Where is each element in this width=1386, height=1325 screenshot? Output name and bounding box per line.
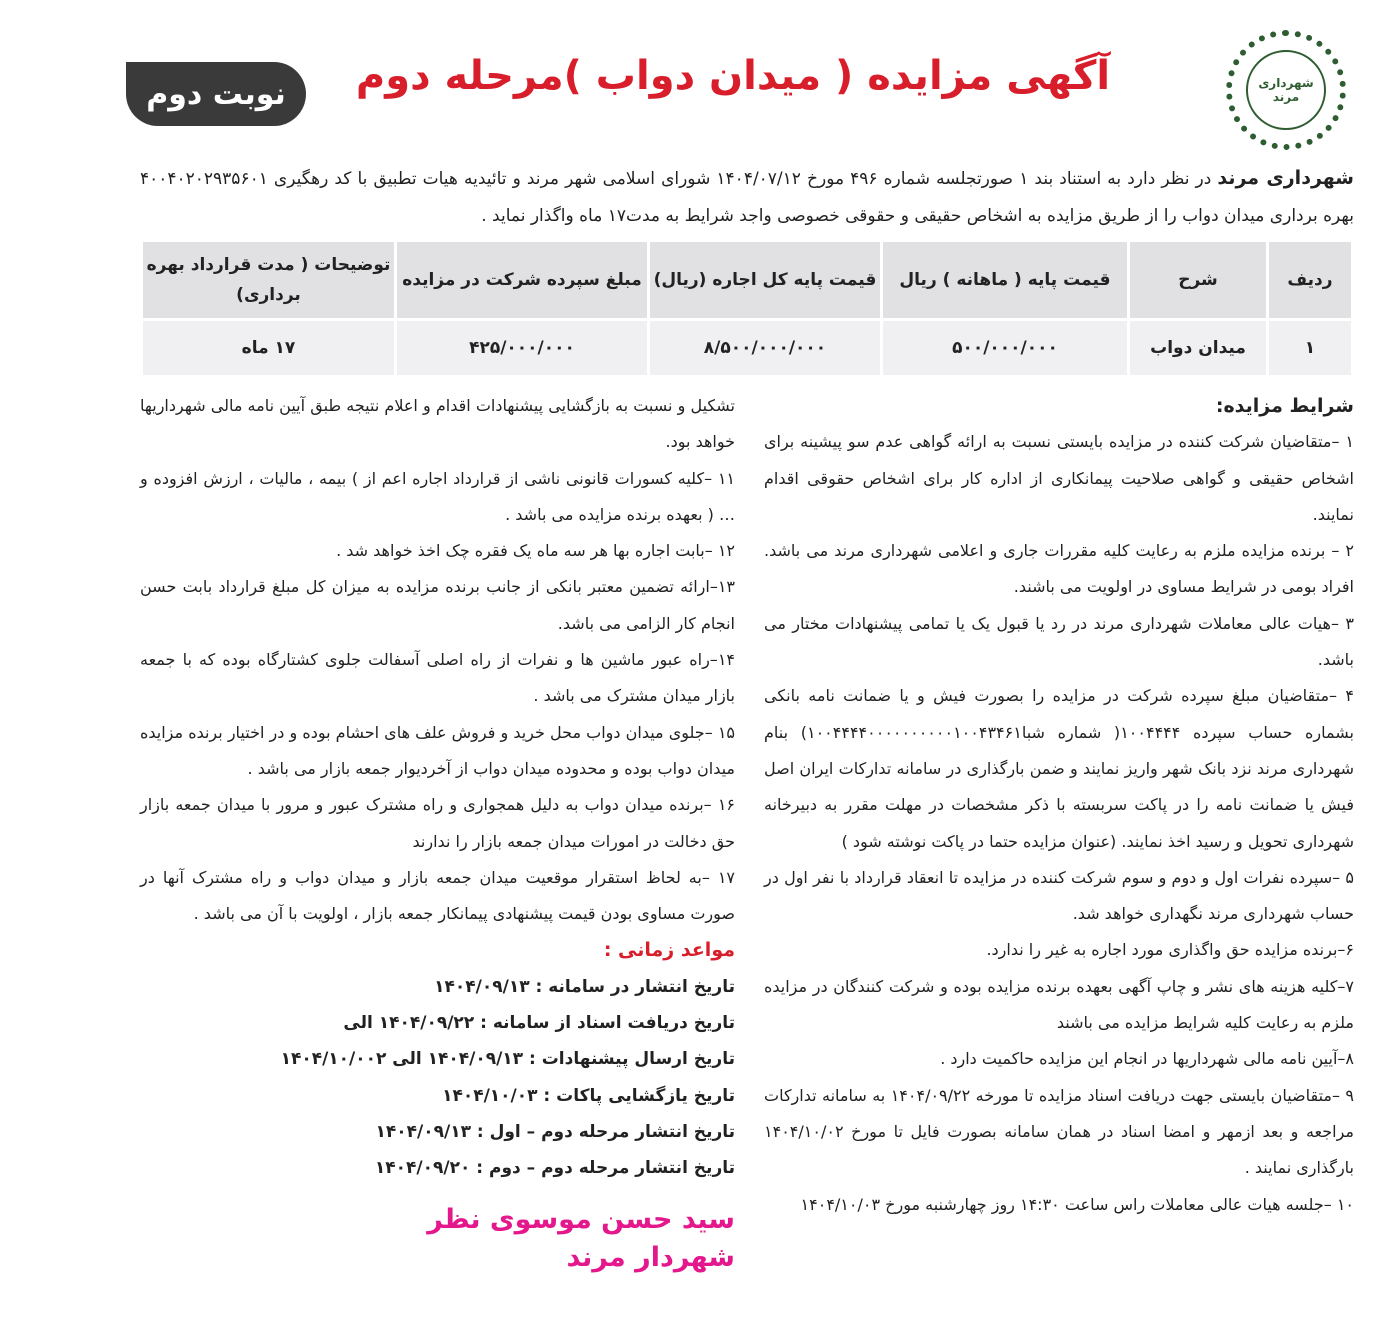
municipality-logo — [1226, 30, 1346, 150]
schedule-item: تاریخ دریافت اسناد از سامانه : ۱۴۰۴/۰۹/۲۲ الی — [343, 1013, 735, 1034]
conditions-right-column — [764, 388, 1354, 1223]
intro-text: در نظر دارد به استناد بند ۱ صورتجلسه شماره ۴۹۶ مورخ ۱۴۰۴/۰۷/۱۲ شورای اسلامی شهر مرند و تائیدیه هیات تطبیق با کد رهگیری ۴۰۰۴۰۲۰۲۹۳۵۶۰۱ بهره برداری میدان دواب را از طریق مزایده به اشخاص حقیقی و حقوقی خصوصی واجد شرایط به مدت۱۷ ماه واگذار نماید . — [140, 169, 1354, 226]
intro-paragraph — [140, 160, 1354, 235]
col-header: قیمت پایه کل اجاره (ریال) — [650, 242, 880, 318]
table-header-row — [143, 242, 1351, 318]
auction-table — [140, 239, 1354, 378]
schedule-item: تاریخ انتشار در سامانه : ۱۴۰۴/۰۹/۱۳ — [434, 976, 735, 997]
conditions-heading: شرایط مزایده: — [1215, 395, 1354, 417]
schedule-heading: مواعد زمانی : — [603, 939, 735, 962]
condition-item: ۸–آیین نامه مالی شهرداریها در انجام این مزایده حاکمیت دارد . — [940, 1049, 1354, 1069]
cell: ۴۲۵/۰۰۰/۰۰۰ — [397, 321, 647, 375]
condition-item: ۱۴–راه عبور ماشین ها و نفرات از راه اصلی آسفالت جلوی کشتارگاه بوده که با جمعه بازار میدان مشترک می باشد . — [140, 650, 735, 706]
cell: ۸/۵۰۰/۰۰۰/۰۰۰ — [650, 321, 880, 375]
header — [0, 0, 1386, 160]
col-header: شرح — [1130, 242, 1266, 318]
condition-item: تشکیل و نسبت به بازگشایی پیشنهادات اقدام و اعلام نتیجه طبق آیین نامه مالی شهرداریها خواهد بود. — [140, 396, 735, 452]
intro-org: شهرداری مرند — [1217, 167, 1354, 189]
schedule-item: تاریخ انتشار مرحله دوم – دوم : ۱۴۰۴/۰۹/۲۰ — [374, 1158, 735, 1179]
cell: ۵۰۰/۰۰۰/۰۰۰ — [883, 321, 1127, 375]
condition-item: ۱۵ –جلوی میدان دواب محل خرید و فروش علف های احشام بوده و در اختیار برنده مزایده میدان دواب بوده و محدوده میدان دواب از آخردیوار جمعه بازار می باشد . — [140, 722, 735, 778]
condition-item: ۱۶ –برنده میدان دواب به دلیل همجواری و راه مشترک عبور و مرور با میدان جمعه بازار حق دخالت در امورات میدان جمعه بازار را ندارند — [140, 795, 735, 851]
cell: ۱۷ ماه — [143, 321, 394, 375]
condition-item: ۴ –متقاضیان مبلغ سپرده شرکت در مزایده را بصورت فیش و یا ضمانت نامه بانکی بشماره حساب سپرده ۱۰۰۴۴۴۴( شماره شبا۱۰۰۴۴۴۴۰۰۰۰۰۰۰۰۰۰۱۰۰۴۳۴۶۱) بنام شهرداری مرند نزد بانک شهر واریز نمایند و ضمن بارگذاری در سامانه تدارکات ایران اصل فیش یا ضمانت نامه را در پاکت سربسته با ذکر مشخصات در مهلت مقرر به دبیرخانه شهرداری تحویل و رسید اخذ نمایند. (عنوان مزایده حتما در پاکت نوشته شود ) — [764, 686, 1355, 851]
schedule-item: تاریخ ارسال پیشنهادات : ۱۴۰۴/۰۹/۱۳ الی ۱۴۰۴/۱۰/۰۰۲ — [280, 1049, 735, 1070]
condition-item: ۷–کلیه هزینه های نشر و چاپ آگهی بعهده برنده مزایده بوده و شرکت کنندگان در مزایده ملزم به رعایت کلیه شرایط مزایده می باشند — [764, 976, 1354, 1033]
logo-text: شهرداری مرند — [1246, 50, 1326, 130]
conditions-columns — [140, 388, 1354, 1277]
condition-item: ۱۷ –به لحاظ استقرار موقعیت میدان جمعه بازار و میدان دواب و راه مشترک آنها در صورت مساوی بودن قیمت پیشنهادی پیمانکار جمعه بازار ، اولویت با آن می باشد . — [140, 867, 735, 924]
condition-item: ۲ – برنده مزایده ملزم به رعایت کلیه مقررات جاری و اعلامی شهرداری مرند می باشد. افراد بومی در شرایط مساوی در اولویت می باشند. — [764, 541, 1354, 597]
condition-item: ۱۰ –جلسه هیات عالی معاملات راس ساعت ۱۴:۳۰ روز چهارشنبه مورخ ۱۴۰۴/۱۰/۰۳ — [800, 1194, 1354, 1214]
round-badge: نوبت دوم — [126, 62, 306, 126]
col-header: توضیحات ( مدت قرارداد بهره برداری) — [143, 242, 394, 318]
schedule-item: تاریخ انتشار مرحله دوم – اول : ۱۴۰۴/۰۹/۱۳ — [375, 1121, 735, 1142]
schedule-item: تاریخ یازگشایی پاکات : ۱۴۰۴/۱۰/۰۳ — [442, 1085, 735, 1106]
col-header: ردیف — [1269, 242, 1351, 318]
col-header: قیمت پایه ( ماهانه ) ریال — [883, 242, 1127, 318]
signature — [140, 1201, 735, 1277]
conditions-left-column — [140, 388, 735, 1277]
condition-item: ۳ –هیات عالی معاملات شهرداری مرند در رد یا قبول یک یا تمامی پیشنهادات مختار می باشد. — [764, 613, 1354, 670]
condition-item: ۵ –سپرده نفرات اول و دوم و سوم شرکت کننده در مزایده تا انعقاد قرارداد با نفر اول در حساب شهرداری مرند نگهداری خواهد شد. — [764, 867, 1354, 924]
cell: میدان دواب — [1130, 321, 1266, 375]
condition-item: ۱۲ –بابت اجاره بها هر سه ماه یک فقره چک اخذ خواهد شد . — [336, 541, 735, 561]
content — [140, 160, 1354, 1277]
table-row — [143, 321, 1351, 375]
condition-item: ۱۳–ارائه تضمین معتبر بانکی از جانب برنده مزایده به میزان کل مبلغ قرارداد بابت حسن انجام کار الزامی می باشد. — [140, 577, 735, 633]
cell: ۱ — [1269, 321, 1351, 375]
signatory-role: شهردار مرند — [566, 1241, 735, 1273]
condition-item: ۱ –متقاضیان شرکت کننده در مزایده بایستی نسبت به ارائه گواهی عدم سو پیشینه برای اشخاص حقیقی و گواهی صلاحیت پیمانکاری از اداره کار برای اشخاص حقوقی اقدام نمایند. — [764, 432, 1354, 524]
page-title: آگهی مزایده ( میدان دواب )مرحله دوم — [355, 53, 1111, 99]
signatory-name: سید حسن موسوی نظر — [427, 1203, 735, 1235]
condition-item: ۶–برنده مزایده حق واگذاری مورد اجاره به غیر را ندارد. — [986, 940, 1354, 960]
condition-item: ۹ –متقاضیان بایستی جهت دریافت اسناد مزایده تا مورخه ۱۴۰۴/۰۹/۲۲ به سامانه تدارکات مراجعه و بعد ازمهر و امضا اسناد در همان سامانه بصورت فایل تا مورخ ۱۴۰۴/۱۰/۰۲ بارگذاری نمایند . — [764, 1085, 1355, 1178]
condition-item: ۱۱ –کلیه کسورات قانونی ناشی از قرارداد اجاره اعم از ) بیمه ، مالیات ، ارزش افزوده و … ( بعهده برنده مزایده می باشد . — [140, 468, 735, 524]
col-header: مبلغ سپرده شرکت در مزایده — [397, 242, 647, 318]
